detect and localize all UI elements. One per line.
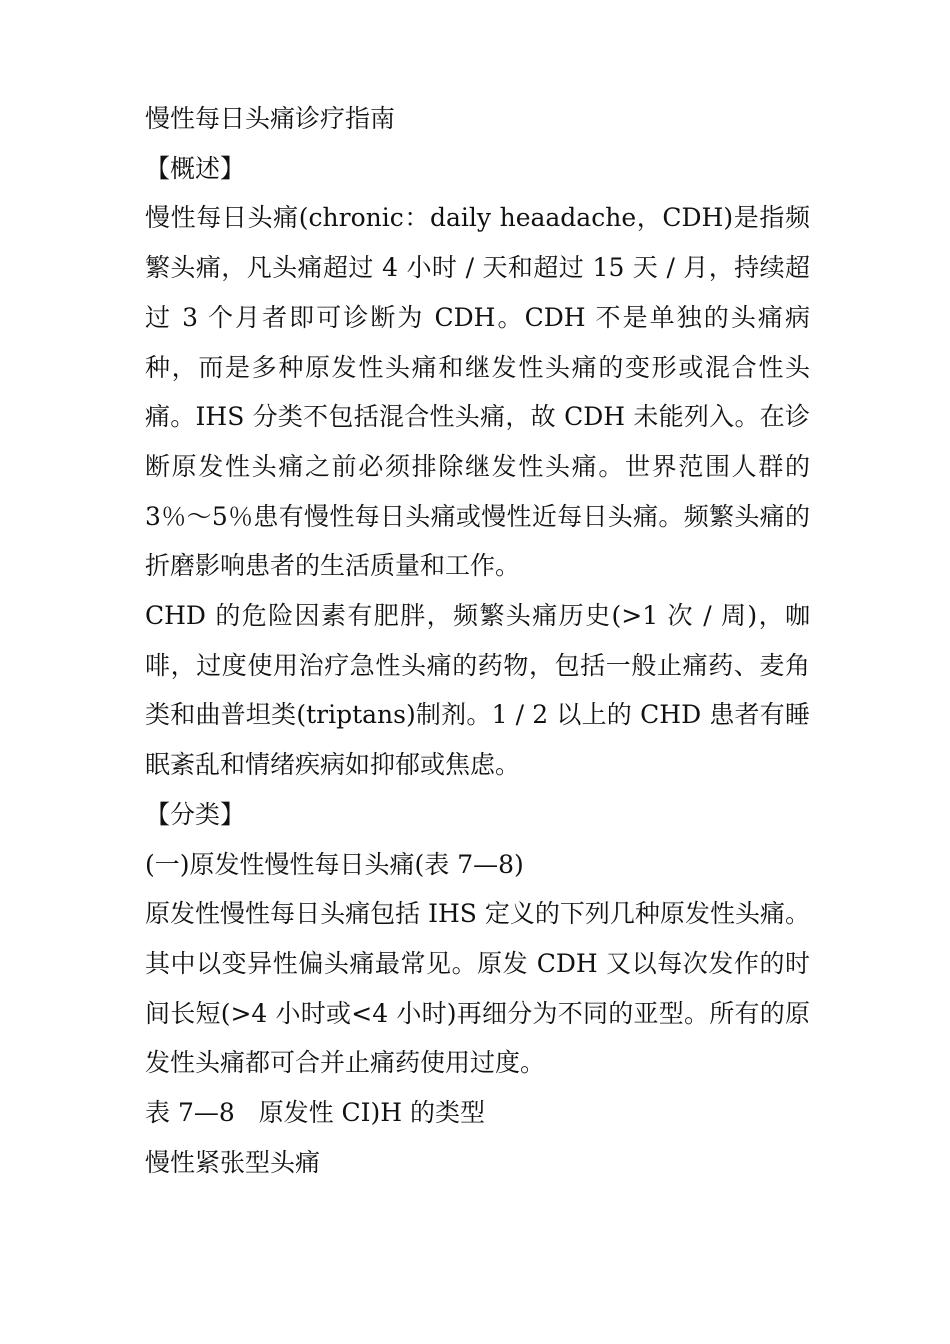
section-heading-classification: 【分类】 xyxy=(145,799,246,829)
table-caption: 表 7—8 原发性 CI)H 的类型 xyxy=(145,1098,486,1128)
classification-paragraph-1: 原发性慢性每日头痛包括 IHS 定义的下列几种原发性头痛。其中以变异性偏头痛最常见。原发 CDH 又以每次发作的时间长短(>4 小时或<4 小时)再细分为不同的亚型。所有的原发性头痛都可合并止痛药使用过度。 xyxy=(145,899,810,1078)
table-item: 慢性紧张型头痛 xyxy=(145,1147,321,1177)
overview-paragraph-1: 慢性每日头痛(chronic：daily heaadache，CDH)是指频繁头痛，凡头痛超过 4 小时 / 天和超过 15 天 / 月，持续超过 3 个月者即可诊断为 CDH。CDH 不是单独的头痛病种，而是多种原发性头痛和继发性头痛的变形或混合性头痛。IHS 分类不包括混合性头痛，故 CDH 未能列入。在诊断原发性头痛之前必须排除继发性头痛。世界范围人群的 3％～5％患有慢性每日头痛或慢性近每日头痛。频繁头痛的折磨影响患者的生活质量和工作。 xyxy=(145,203,818,581)
section-heading-overview: 【概述】 xyxy=(145,153,246,183)
subheading-primary-cdh: (一)原发性慢性每日头痛(表 7—8) xyxy=(145,849,524,879)
overview-paragraph-2: CHD 的危险因素有肥胖，频繁头痛历史(>1 次 / 周)，咖啡，过度使用治疗急性头痛的药物，包括一般止痛药、麦角类和曲普坦类(triptans)制剂。1 / 2 以上的 CHD 患者有睡眠紊乱和情绪疾病如抑郁或焦虑。 xyxy=(145,601,810,780)
document-title: 慢性每日头痛诊疗指南 xyxy=(145,104,396,133)
document-body xyxy=(145,94,818,1187)
